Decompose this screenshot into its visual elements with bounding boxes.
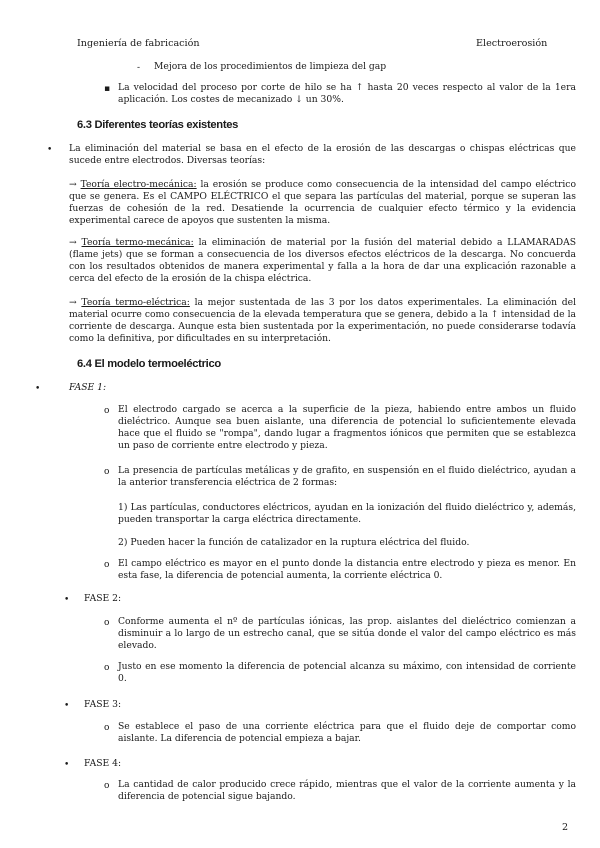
gap-cleaning-item: Mejora de los procedimientos de limpieza del gap [154,61,387,72]
circle-bullet: o [104,663,110,673]
section-6-3-intro: La eliminación del material se basa en el efecto de la erosión de las descargas o chispas eléctricas que sucede entre electrodos. Diversas teorías: [69,143,576,167]
theory-name: Teoría termo-mecánica: [81,237,194,248]
fase-2-label: FASE 2: [84,593,122,604]
small-bullet: • [64,760,70,770]
fase-1-subitem: 1) Las partículas, conductores eléctricos, ayudan en la ionización del fluido dieléctrico y, además, pueden transportar la carga eléctrica directamente. [118,502,576,526]
theory-electro-mechanical [69,179,576,227]
disc-bullet: • [47,145,53,155]
fase-4-label: FASE 4: [84,758,122,769]
fase-2-item: Conforme aumenta el nº de partículas iónicas, las prop. aislantes del dieléctrico comienzan a disminuir a lo largo de un estrecho canal, que se sitúa donde el valor del campo eléctrico es más elevado. [118,616,576,652]
section-6-3-title: 6.3 Diferentes teorías existentes [77,119,239,131]
arrow-icon: → [69,297,77,308]
header-left: Ingeniería de fabricación [77,38,200,49]
arrow-icon: → [69,179,77,190]
theory-name: Teoría termo-eléctrica: [81,297,190,308]
fase-1-item: El electrodo cargado se acerca a la superficie de la pieza, habiendo entre ambos un fluido dieléctrico. Aunque sea buen aislante, una diferencia de potencial lo suficientemente elevada hace que el fluido se "rompa", dando lugar a fragmentos iónicos que permiten que se establezca un paso de corriente entre electrodo y pieza. [118,404,576,452]
fase-1-item: La presencia de partículas metálicas y de grafito, en suspensión en el fluido dieléctrico, ayudan a la anterior transferencia eléctrica de 2 formas: [118,465,576,489]
theory-text: la mejor sustentada de las 3 por los datos experimentales. La eliminación del material ocurre como consecuencia de la elevada temperatura que se genera, debido a la ↑ intensidad de la corriente de descarga. Aunque esta bien sustentada por la experimentación, no puede considerarse todavía como la definitiva, por dificultades en su interpretación. [69,297,577,345]
section-6-4-title: 6.4 El modelo termoeléctrico [77,358,221,370]
disc-bullet: • [35,384,41,394]
header-right: Electroerosión [476,38,548,49]
circle-bullet: o [104,560,110,570]
circle-bullet: o [104,467,110,477]
fase-1-label: FASE 1: [69,382,107,393]
theory-text: la eliminación de material por la fusión del material debido a LLAMARADAS (flame jets) que se forman a consecuencia de los diversos efectos eléctricos de la descarga. No concuerda con los resultados obtenidos de manera experimental y falla a la hora de dar una explicación razonable a cerca del efecto de la erosión de la chispa eléctrica. [69,237,577,285]
fase-3-item: Se establece el paso de una corriente eléctrica para que el fluido deje de comportar como aislante. La diferencia de potencial empieza a bajar. [118,721,576,745]
small-bullet: • [64,701,70,711]
small-bullet: • [64,595,70,605]
arrow-icon: → [69,237,77,248]
circle-bullet: o [104,618,110,628]
circle-bullet: o [104,781,110,791]
fase-2-item: Justo en ese momento la diferencia de potencial alcanza su máximo, con intensidad de corriente 0. [118,661,576,685]
dash-bullet: - [137,63,141,73]
fase-1-item: El campo eléctrico es mayor en el punto donde la distancia entre electrodo y pieza es menor. En esta fase, la diferencia de potencial aumenta, la corriente eléctrica 0. [118,558,576,582]
fase-4-item: La cantidad de calor producido crece rápido, mientras que el valor de la corriente aumenta y la diferencia de potencial sigue bajando. [118,779,576,803]
circle-bullet: o [104,723,110,733]
speed-item: La velocidad del proceso por corte de hilo se ha ↑ hasta 20 veces respecto al valor de la 1era aplicación. Los costes de mecanizado ↓ un 30%. [118,82,576,106]
square-bullet: ▪ [104,84,111,94]
fase-3-label: FASE 3: [84,699,122,710]
fase-1-subitem: 2) Pueden hacer la función de catalizador en la ruptura eléctrica del fluido. [118,537,470,548]
theory-text: la erosión se produce como consecuencia de la intensidad del campo eléctrico que se genera. Es el CAMPO ELÉCTRICO el que separa las partículas del material, porque se superan las fuerzas de cohesión de la red. Desatiende la ocurrencia de cualquier efecto térmico y la evidencia experimental carece de apoyos que sustenten la misma. [69,179,576,227]
theory-name: Teoría electro-mecánica: [80,179,197,190]
page-number: 2 [562,822,569,833]
theory-thermo-electric [69,297,576,345]
theory-thermo-mechanical [69,237,576,285]
circle-bullet: o [104,406,110,416]
